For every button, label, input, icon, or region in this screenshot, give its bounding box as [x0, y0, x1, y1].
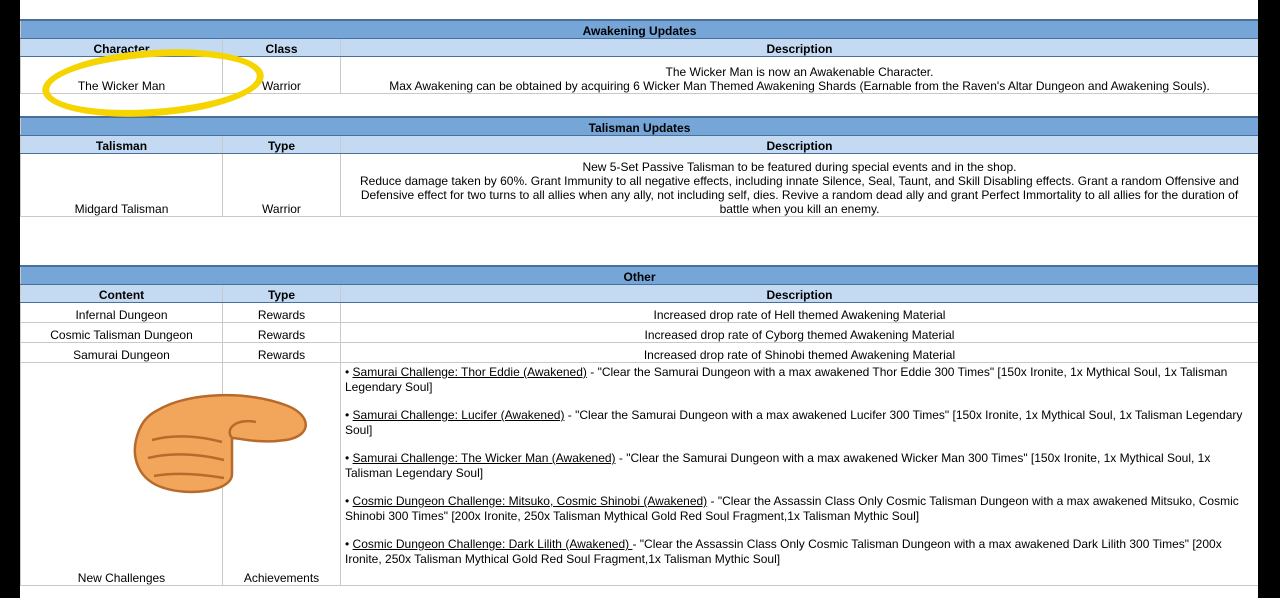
awakening-desc-line1: The Wicker Man is now an Awakenable Character.	[665, 65, 934, 79]
challenge-name: Samurai Challenge: Thor Eddie (Awakened)	[352, 365, 587, 379]
table-row	[21, 303, 1259, 323]
description-cell[interactable]: Increased drop rate of Cyborg themed Awakening Material	[341, 323, 1259, 343]
class-cell[interactable]: Warrior	[223, 57, 341, 94]
talisman-title: Talisman Updates	[21, 117, 1259, 136]
other-title: Other	[21, 266, 1259, 285]
header-content: Content	[21, 285, 223, 303]
challenge-name: Cosmic Dungeon Challenge: Mitsuko, Cosmic Shinobi (Awakened)	[352, 494, 708, 508]
header-type: Type	[223, 136, 341, 154]
talisman-row	[21, 154, 1259, 217]
other-header-row	[21, 285, 1259, 303]
content-cell[interactable]: Infernal Dungeon	[21, 303, 223, 323]
challenges-description-cell[interactable]	[341, 363, 1259, 586]
awakening-desc-line2: Max Awakening can be obtained by acquiring 6 Wicker Man Themed Awakening Shards (Earnable from the Raven's Altar Dungeon and Awakening Souls).	[389, 79, 1210, 93]
challenges-type-cell[interactable]: Achievements	[223, 363, 341, 586]
talisman-type-cell[interactable]: Warrior	[223, 154, 341, 217]
awakening-title: Awakening Updates	[21, 20, 1259, 39]
awakening-title-row	[21, 20, 1259, 39]
talisman-description-cell[interactable]	[341, 154, 1259, 217]
table-row	[21, 343, 1259, 363]
challenge-name: Samurai Challenge: Lucifer (Awakened)	[352, 408, 565, 422]
challenge-text: - "Clear the Samurai Dungeon with a max awakened Wicker Man 300 Times" [150x Ironite, 1x Mythical Soul, 1x Talisman Legendary Soul]	[345, 451, 1211, 480]
header-talisman: Talisman	[21, 136, 223, 154]
challenge-name: Cosmic Dungeon Challenge: Dark Lilith (Awakened)	[352, 537, 633, 551]
header-description: Description	[341, 285, 1259, 303]
header-type: Type	[223, 285, 341, 303]
challenge-item: • Samurai Challenge: Thor Eddie (Awakened) - "Clear the Samurai Dungeon with a max awakened Thor Eddie 300 Times" [150x Ironite, 1x Mythical Soul, 1x Talisman Legendary Soul]	[345, 365, 1228, 394]
type-cell[interactable]: Rewards	[223, 303, 341, 323]
challenge-item: • Samurai Challenge: Lucifer (Awakened) - "Clear the Samurai Dungeon with a max awakened Lucifer 300 Times" [150x Ironite, 1x Mythical Soul, 1x Talisman Legendary Soul]	[345, 408, 1243, 437]
challenge-item: • Samurai Challenge: The Wicker Man (Awakened) - "Clear the Samurai Dungeon with a max awakened Wicker Man 300 Times" [150x Ironite, 1x Mythical Soul, 1x Talisman Legendary Soul]	[345, 451, 1211, 480]
pointing-hand-icon	[128, 388, 312, 498]
talisman-name-cell[interactable]: Midgard Talisman	[21, 154, 223, 217]
description-cell[interactable]: Increased drop rate of Shinobi themed Awakening Material	[341, 343, 1259, 363]
header-class: Class	[223, 39, 341, 57]
spreadsheet	[20, 0, 1258, 598]
challenge-text: - "Clear the Samurai Dungeon with a max awakened Lucifer 300 Times" [150x Ironite, 1x Mythical Soul, 1x Talisman Legendary Soul]	[345, 408, 1243, 437]
challenges-content-cell[interactable]: New Challenges	[21, 363, 223, 586]
description-cell[interactable]: Increased drop rate of Hell themed Awakening Material	[341, 303, 1259, 323]
header-description: Description	[341, 39, 1259, 57]
challenge-item: • Cosmic Dungeon Challenge: Mitsuko, Cosmic Shinobi (Awakened) - "Clear the Assassin Class Only Cosmic Talisman Dungeon with a max awakened Mitsuko, Cosmic Shinobi 300 Times" [200x Ironite, 250x Talisman Mythical Gold Red Soul Fragment,1x Talisman Mythic Soul]	[345, 494, 1239, 523]
challenge-item: • Cosmic Dungeon Challenge: Dark Lilith (Awakened) - "Clear the Assassin Class Only Cosmic Talisman Dungeon with a max awakened Dark Lilith 300 Times" [200x Ironite, 250x Talisman Mythical Gold Red Soul Fragment,1x Talisman Mythic Soul]	[345, 537, 1222, 566]
talisman-table	[20, 116, 1258, 217]
header-character: Character	[21, 39, 223, 57]
talisman-desc-line2: Reduce damage taken by 60%. Grant Immunity to all negative effects, including innate Silence, Seal, Taunt, and Skill Disabling effects. Grant a random Offensive and Defensive effect for two turns to all allies when any ally, not including self, dies. Revive a random dead ally and grant Perfect Immortality to all allies for the duration of battle when you kill an enemy.	[360, 174, 1239, 216]
challenge-text: - "Clear the Assassin Class Only Cosmic Talisman Dungeon with a max awakened Mitsuko, Cosmic Shinobi 300 Times" [200x Ironite, 250x Talisman Mythical Gold Red Soul Fragment,1x Talisman Mythic Soul]	[345, 494, 1239, 523]
character-cell[interactable]: The Wicker Man	[21, 57, 223, 94]
challenge-text: - "Clear the Samurai Dungeon with a max awakened Thor Eddie 300 Times" [150x Ironite, 1x Mythical Soul, 1x Talisman Legendary Soul]	[345, 365, 1228, 394]
talisman-desc-line1: New 5-Set Passive Talisman to be featured during special events and in the shop.	[582, 160, 1017, 174]
challenge-text: - "Clear the Assassin Class Only Cosmic Talisman Dungeon with a max awakened Dark Lilith 300 Times" [200x Ironite, 250x Talisman Mythical Gold Red Soul Fragment,1x Talisman Mythic Soul]	[345, 537, 1222, 566]
challenge-name: Samurai Challenge: The Wicker Man (Awakened)	[352, 451, 616, 465]
other-title-row	[21, 266, 1259, 285]
content-cell[interactable]: Samurai Dungeon	[21, 343, 223, 363]
header-description: Description	[341, 136, 1259, 154]
awakening-description-cell[interactable]	[341, 57, 1259, 94]
table-row	[21, 323, 1259, 343]
content-cell[interactable]: Cosmic Talisman Dungeon	[21, 323, 223, 343]
type-cell[interactable]: Rewards	[223, 343, 341, 363]
type-cell[interactable]: Rewards	[223, 323, 341, 343]
talisman-title-row	[21, 117, 1259, 136]
talisman-header-row	[21, 136, 1259, 154]
